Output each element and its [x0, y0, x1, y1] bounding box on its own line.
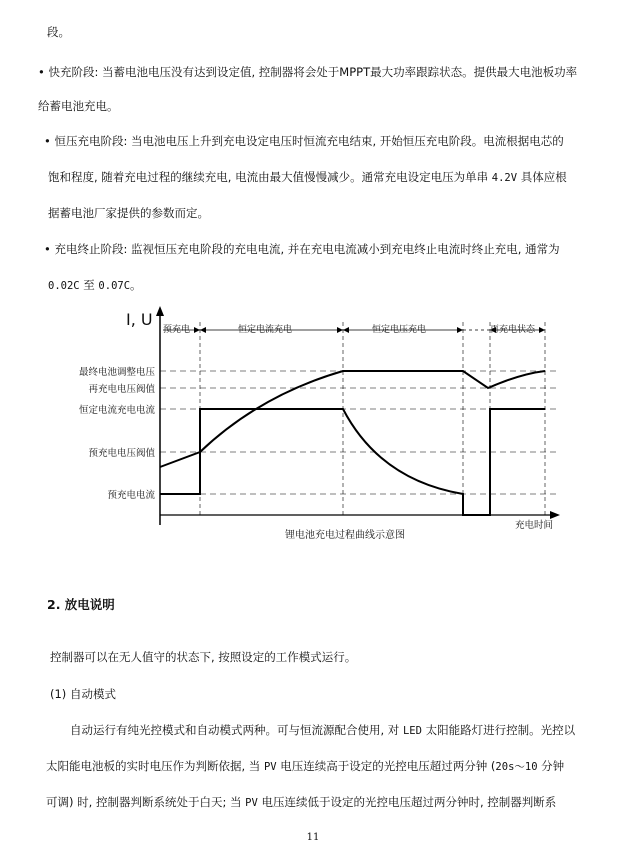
level-cc-current: 恒定电流充电电流 [78, 405, 155, 416]
y-axis-arrow [156, 306, 164, 316]
charging-curve-chart [60, 300, 570, 550]
x-axis-arrow [550, 511, 560, 519]
phase-label-recharge: 再充电状态 [490, 325, 536, 335]
x-axis-label: 充电时间 [515, 520, 554, 531]
phase-label-cv: 恒定电压充电 [372, 325, 427, 335]
voltage-curve [160, 371, 545, 467]
section-heading-discharge: 2. 放电说明 [47, 597, 115, 612]
phase-label-cc: 恒定电流充电 [238, 325, 293, 335]
bullet-cv-charge-line2: 饱和程度, 随着充电过程的继续充电, 电流由最大值慢慢减少。通常充电设定电压为单串 4.2V 具体应根 [48, 170, 567, 184]
current-curve [160, 409, 545, 515]
paragraph-continuation: 段。 [47, 25, 70, 39]
bullet-fast-charge-line1: • 快充阶段: 当蓄电池电压没有达到设定值, 控制器将会处于MPPT最大功率跟踪状态。提供最大电池板功率 [38, 65, 578, 79]
y-axis-label: I, U [126, 310, 153, 329]
bullet-end-charge-line2: 0.02C 至 0.07C。 [48, 278, 142, 292]
level-final-voltage: 最终电池调整电压 [78, 367, 155, 378]
level-precharge-current: 预充电电流 [107, 490, 155, 501]
auto-mode-line1: 自动运行有纯光控模式和自动模式两种。可与恒流源配合使用, 对 LED 太阳能路灯进行控制。光控以 [70, 723, 576, 737]
auto-mode-line2: 太阳能电池板的实时电压作为判断依据, 当 PV 电压连续高于设定的光控电压超过两分钟 (20s～10 分钟 [46, 759, 565, 773]
subheading-auto-mode: (1) 自动模式 [50, 687, 116, 701]
phase-label-precharge: 预充电 [163, 325, 191, 335]
auto-mode-line3: 可调) 时, 控制器判断系统处于白天; 当 PV 电压连续低于设定的光控电压超过两分钟时, 控制器判断系 [46, 795, 557, 809]
level-recharge-threshold: 再充电电压阀值 [88, 384, 155, 395]
page-number: 11 [306, 832, 320, 843]
bullet-end-charge-line1: • 充电终止阶段: 监视恒压充电阶段的充电电流, 并在充电电流减小到充电终止电流时终止充电, 通常为 [44, 242, 560, 256]
bullet-cv-charge-line1: • 恒压充电阶段: 当电池电压上升到充电设定电压时恒流充电结束, 开始恒压充电阶段。电流根据电芯的 [44, 134, 564, 148]
chart-title: 锂电池充电过程曲线示意图 [285, 530, 405, 541]
level-precharge-threshold: 预充电电压阀值 [88, 448, 155, 459]
bullet-cv-charge-line3: 据蓄电池厂家提供的参数而定。 [48, 206, 209, 220]
section-intro: 控制器可以在无人值守的状态下, 按照设定的工作模式运行。 [50, 650, 357, 664]
bullet-fast-charge-line2: 给蓄电池充电。 [38, 99, 119, 113]
